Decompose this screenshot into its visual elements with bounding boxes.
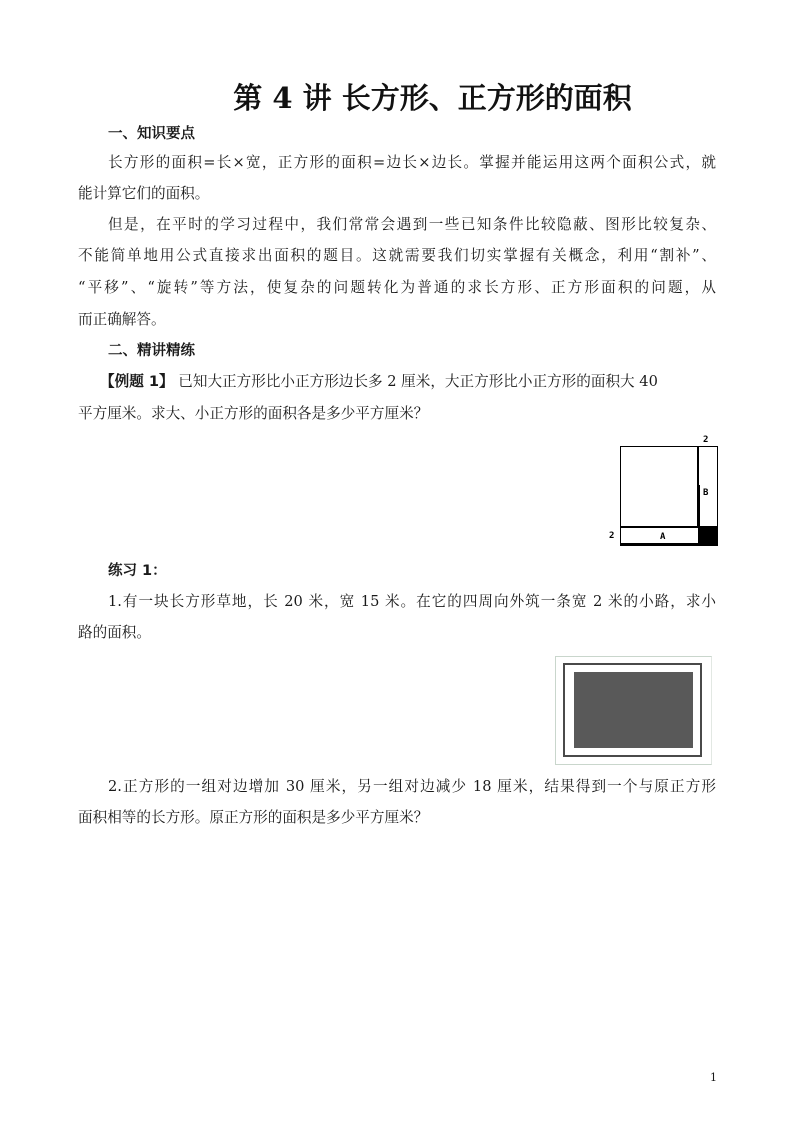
- paragraph-line: 平方厘米。求大、小正方形的面积各是多少平方厘米？: [78, 405, 429, 422]
- example-1-label: 【例题 1】: [100, 373, 174, 390]
- paragraph-line: 而正确解答。: [78, 311, 166, 328]
- question-line: 1.有一块长方形草地，长 20 米，宽 15 米。在它的四周向外筑一条宽 2 米的小路，求小: [108, 593, 716, 610]
- paragraph-line: 能计算它们的面积。: [78, 185, 210, 202]
- section-heading-practice: 二、精讲精练: [108, 343, 195, 359]
- paragraph-line: 但是，在平时的学习过程中，我们常常会遇到一些已知条件比较隐蔽、图形比较复杂、: [108, 216, 716, 233]
- diagram-label-b: B: [703, 488, 709, 498]
- question-line: 2.正方形的一组对边增加 30 厘米，另一组对边减少 18 厘米，结果得到一个与原正方形: [108, 778, 716, 795]
- page-number: 1: [710, 1071, 717, 1084]
- example-1-text: 已知大正方形比小正方形边长多 2 厘米，大正方形比小正方形的面积大 40: [173, 373, 658, 390]
- page-title: 第 4 讲 长方形、正方形的面积: [233, 81, 632, 115]
- lawn-diagram-grass: [574, 672, 693, 748]
- example-1-line: [100, 372, 716, 392]
- question-line: 面积相等的长方形。原正方形的面积是多少平方厘米？: [78, 809, 429, 826]
- practice-1-heading: 练习 1：: [108, 563, 167, 579]
- paragraph-line: 长方形的面积=长×宽，正方形的面积=边长×边长。掌握并能运用这两个面积公式，就: [108, 154, 716, 171]
- paragraph-line: “平移”、“旋转”等方法，使复杂的问题转化为普通的求长方形、正方形面积的问题，从: [78, 279, 716, 296]
- question-line: 路的面积。: [78, 624, 151, 641]
- diagram-divider-vertical-thick: [697, 485, 700, 527]
- diagram-label-top: 2: [703, 435, 709, 445]
- paragraph-line: 不能简单地用公式直接求出面积的题目。这就需要我们切实掌握有关概念，利用“割补”、: [78, 247, 716, 264]
- section-heading-knowledge: 一、知识要点: [108, 126, 195, 142]
- diagram-label-a: A: [660, 532, 666, 542]
- diagram-bottom-edge: [620, 543, 718, 546]
- diagram-label-left: 2: [609, 531, 615, 541]
